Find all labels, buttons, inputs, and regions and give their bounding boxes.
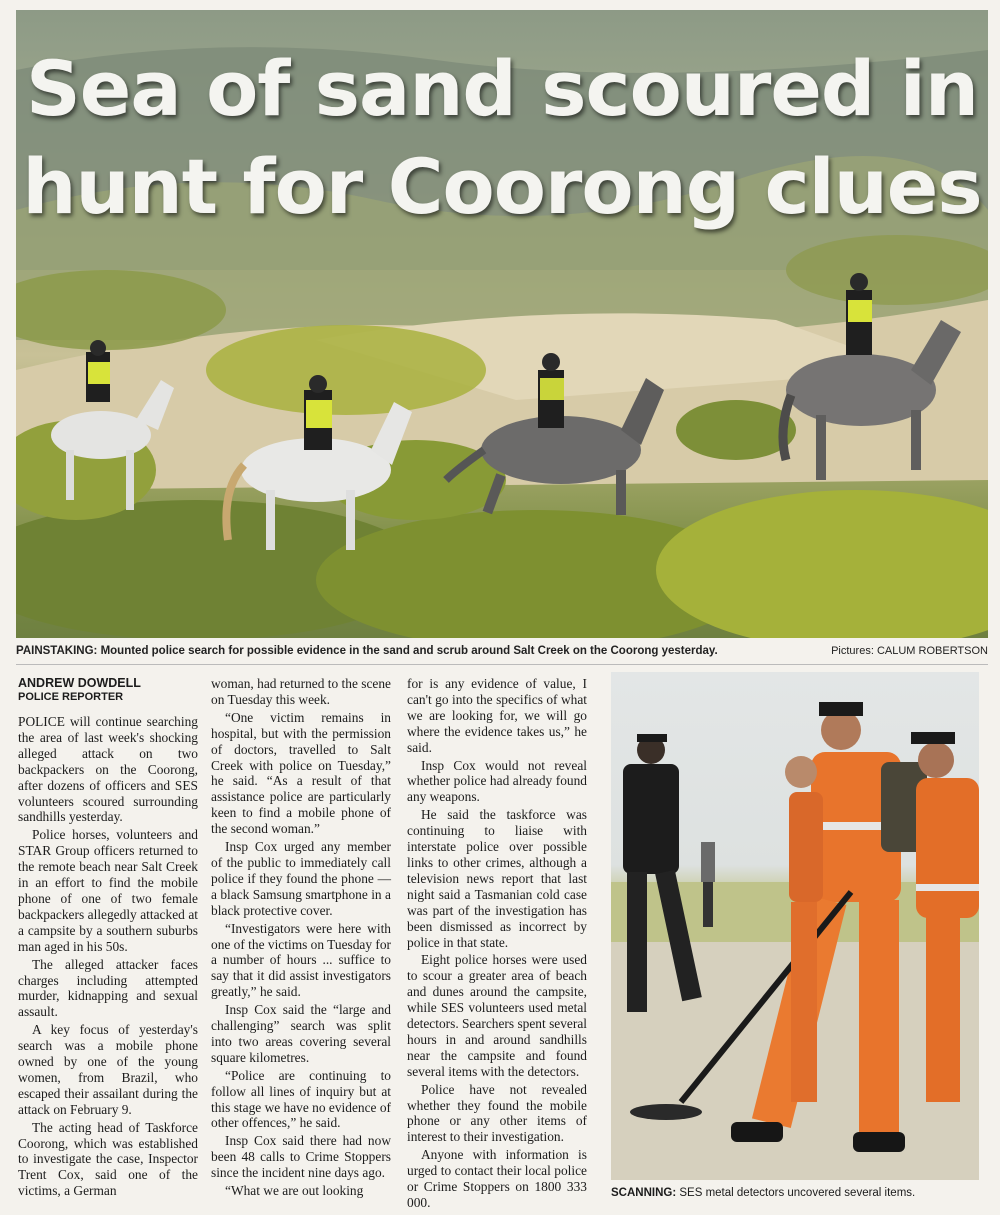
paragraph: Eight police horses were used to scour a greater area of beach and dunes around the campsite, while SES volunteers used metal detectors. Searchers spent several hours in and around sandhills near the campsite and found several items with the detectors.	[407, 952, 587, 1079]
paragraph: Police have not revealed whether they found the mobile phone or any other items of interest to their investigation.	[407, 1081, 587, 1145]
paragraph: “What we are out looking	[225, 1183, 364, 1199]
mounted-police-photo	[16, 10, 988, 638]
ses-volunteers-photo	[611, 672, 979, 1180]
photo2-scene-illustration	[611, 672, 979, 1180]
paragraph: Insp Cox urged any member of the public to immediately call police if they found the phone — a black Samsung smartphone in a black protective cover.	[211, 839, 391, 918]
byline-role: POLICE REPORTER	[18, 691, 124, 703]
paragraph: Insp Cox said the “large and challenging” search was split into two areas covering several square kilometres.	[211, 1002, 391, 1065]
caption2-text: SES metal detectors uncovered several items.	[679, 1187, 916, 1199]
credit-name: CALUM ROBERTSON	[876, 645, 988, 657]
headline	[16, 40, 988, 236]
caption2-tag: SCANNING:	[611, 1187, 677, 1199]
paragraph: Insp Cox would not reveal whether police had already found any weapons.	[407, 757, 587, 805]
article-column-3	[407, 676, 587, 1213]
paragraph: The alleged attacker faces charges including attempted murder, kidnapping and sexual assault.	[18, 956, 198, 1020]
photo-credit	[831, 640, 988, 662]
paragraph: for is any evidence of value, I can't go into the specifics of what we are looking for, we will go where the evidence takes us,” he said.	[407, 676, 587, 755]
paragraph: “Police are continuing to follow all lines of inquiry but at this stage we have no evidence of other offences,” he said.	[211, 1067, 391, 1131]
paragraph: woman, had returned to the scene on Tuesday this week.	[211, 676, 391, 707]
credit-label: Pictures:	[831, 645, 874, 657]
paragraph: Insp Cox said there had now been 48 calls to Crime Stoppers since the incident nine days ago.	[211, 1133, 391, 1181]
article-column-1	[18, 676, 198, 1201]
paragraph: Police horses, volunteers and STAR Group officers returned to the remote beach near Salt Creek in an effort to find the mobile phone of one of two female backpackers allegedly attacked at a campsite by a southern suburbs man aged in his 50s.	[18, 827, 198, 954]
divider	[16, 664, 988, 665]
article-column-2	[211, 676, 391, 1201]
photo2-caption	[611, 1184, 991, 1202]
headline-line-2: hunt for Coorong clues	[22, 142, 982, 231]
paragraph: Anyone with information is urged to contact their local police or Crime Stoppers on 1800 333 000.	[407, 1147, 587, 1210]
paragraph: “One victim remains in hospital, but with the permission of doctors, travelled to Salt Creek with police on Tuesday,” he said. “As a result of that assistance police are particularly keen to find a mobile phone of the second woman.”	[211, 709, 391, 837]
headline-line-1: Sea of sand scoured in	[26, 44, 978, 133]
caption-tag: PAINSTAKING:	[16, 645, 98, 657]
paragraph: “Investigators were here with one of the victims on Tuesday for a number of hours ... suffice to say that it did assist investigators greatly,” he said.	[211, 920, 392, 1000]
photo-caption	[16, 640, 988, 664]
paragraph: POLICE will continue searching the area of last week's shocking alleged attack on two backpackers on the Coorong, after dozens of officers and SES volunteers scoured surrounding sandhills yesterday.	[18, 714, 198, 825]
paragraph: He said the taskforce was continuing to liaise with interstate police over possible links to other crimes, although a television news report that last night said a Tasmanian cold case was part of the investigation has been dismissed as incorrect by police in that state.	[407, 807, 587, 950]
caption-text: Mounted police search for possible evidence in the sand and scrub around Salt Creek on the Coorong yesterday.	[100, 645, 718, 657]
paragraph: The acting head of Taskforce Coorong, which was established to investigate the case, Inspector Trent Cox, said one of the victims, a German	[18, 1119, 198, 1199]
byline-author: ANDREW DOWDELL	[18, 676, 141, 690]
paragraph: A key focus of yesterday's search was a mobile phone owned by one of the young women, from Brazil, who escaped their assailant during the attack on February 9.	[18, 1022, 198, 1117]
